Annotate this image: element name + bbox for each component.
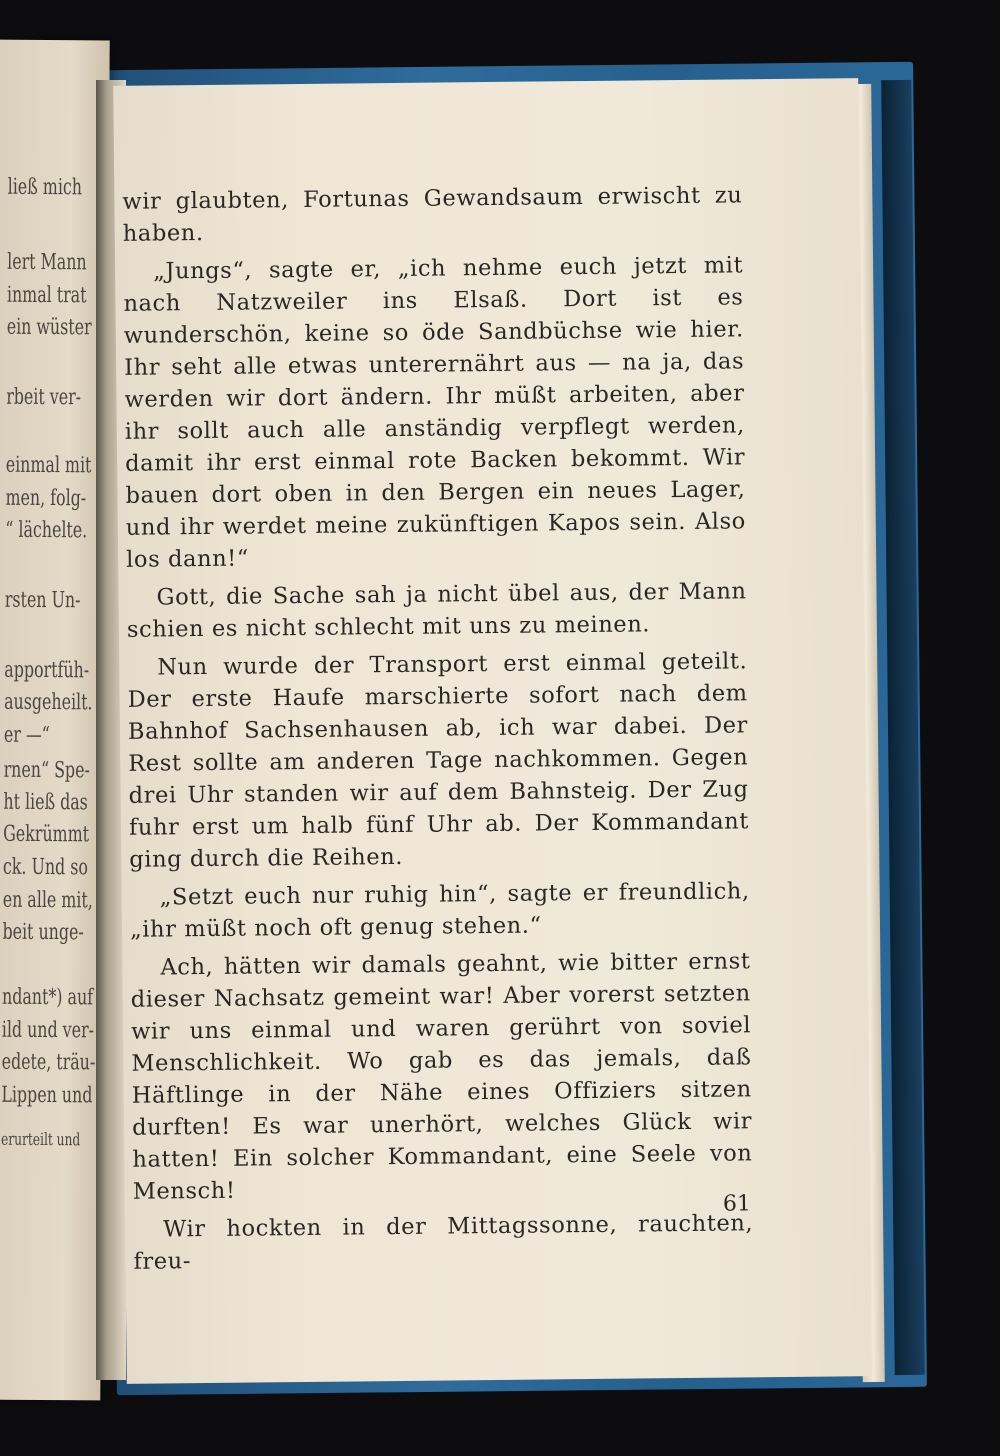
page-body-text (122, 179, 753, 1283)
left-page-line: rbeit ver- (6, 384, 82, 411)
left-page (0, 40, 110, 1401)
left-page-line: “ lächelte. (5, 517, 88, 544)
paragraph: „Jungs“, sagte er, „ich nehme euch jetzt mit nach Natzweiler ins Elsaß. Dort ist es wunderschön, keine so öde Sandbüchse wie hier. Ihr seht alle etwas unterernährt aus — na ja, das werden wir dort ändern. Ihr müßt arbeiten, aber ihr sollt auch alle anständig verpflegt werden, damit ihr erst einmal rote Backen bekommt. Wir bauen dort oben in den Bergen ein neues Lager, und ihr werdet meine zukünftigen Kapos sein. Also los dann!“ (123, 252, 746, 573)
left-page-line: edete, träu- (1, 1049, 96, 1076)
paragraph: Nun wurde der Transport erst einmal geteilt. Der erste Haufe marschierte sofort nach dem Bahnhof Sachsenhausen ab, ich war dabei. Der Rest sollte am anderen Tage nachkommen. Gegen drei Uhr standen wir auf dem Bahnsteig. Der Zug fuhr erst um halb fünf Uhr ab. Der Kommandant ging durch die Reihen. (127, 648, 750, 873)
left-page-line: ild und ver- (1, 1017, 95, 1044)
left-page-line: Gekrümmt (3, 821, 90, 848)
left-page-line: ht ließ das (3, 789, 88, 816)
left-page-line: men, folg- (5, 485, 87, 512)
left-page-line: lert Mann (7, 249, 87, 276)
right-page (113, 78, 872, 1384)
left-page-line: rnen“ Spe- (3, 757, 90, 784)
paragraph: „Setzt euch nur ruhig hin“, sagte er freundlich, „ihr müßt noch oft genug stehen.“ (129, 878, 750, 943)
left-page-line: er —“ (3, 722, 50, 749)
left-page-line: ausgeheilt. (4, 689, 93, 716)
paragraph: Wir hockten in der Mittagssonne, rauchten, freu- (133, 1210, 754, 1275)
left-page-line: Lippen und (1, 1082, 93, 1109)
left-page-line: beit unge- (2, 919, 84, 946)
left-page-line: rsten Un- (4, 587, 81, 614)
left-page-line: inmal trat (6, 282, 87, 309)
paragraph: Gott, die Sache sah ja nicht übel aus, der Mann schien es nicht schlecht mit uns zu meinen. (126, 578, 747, 643)
left-page-line: erurteilt und (0, 1129, 81, 1151)
page-number: 61 (722, 1191, 752, 1217)
left-page-line: ndant*) auf (1, 984, 94, 1011)
paragraph: Ach, hätten wir damals geahnt, wie bitter ernst dieser Nachsatz gemeint war! Aber vorerst setzten wir uns einmal und waren gerührt von soviel Menschlichkeit. Wo gab es das jemals, daß Häftlinge in der Nähe eines Offiziers sitzen durften! Es war unerhört, welches Glück wir hatten! Ein solcher Kommandant, eine Seele von Mensch! (130, 948, 753, 1205)
left-page-line: ck. Und so (2, 854, 88, 881)
left-page-line: en alle mit, (2, 887, 93, 914)
left-page-line: apportfüh- (4, 657, 90, 684)
paragraph: wir glaubten, Fortunas Gewandsaum erwischt zu haben. (122, 182, 743, 247)
left-page-line: ließ mich (7, 174, 83, 201)
left-page-line: einmal mit (5, 452, 92, 479)
left-page-line: ein wüster (6, 314, 92, 341)
